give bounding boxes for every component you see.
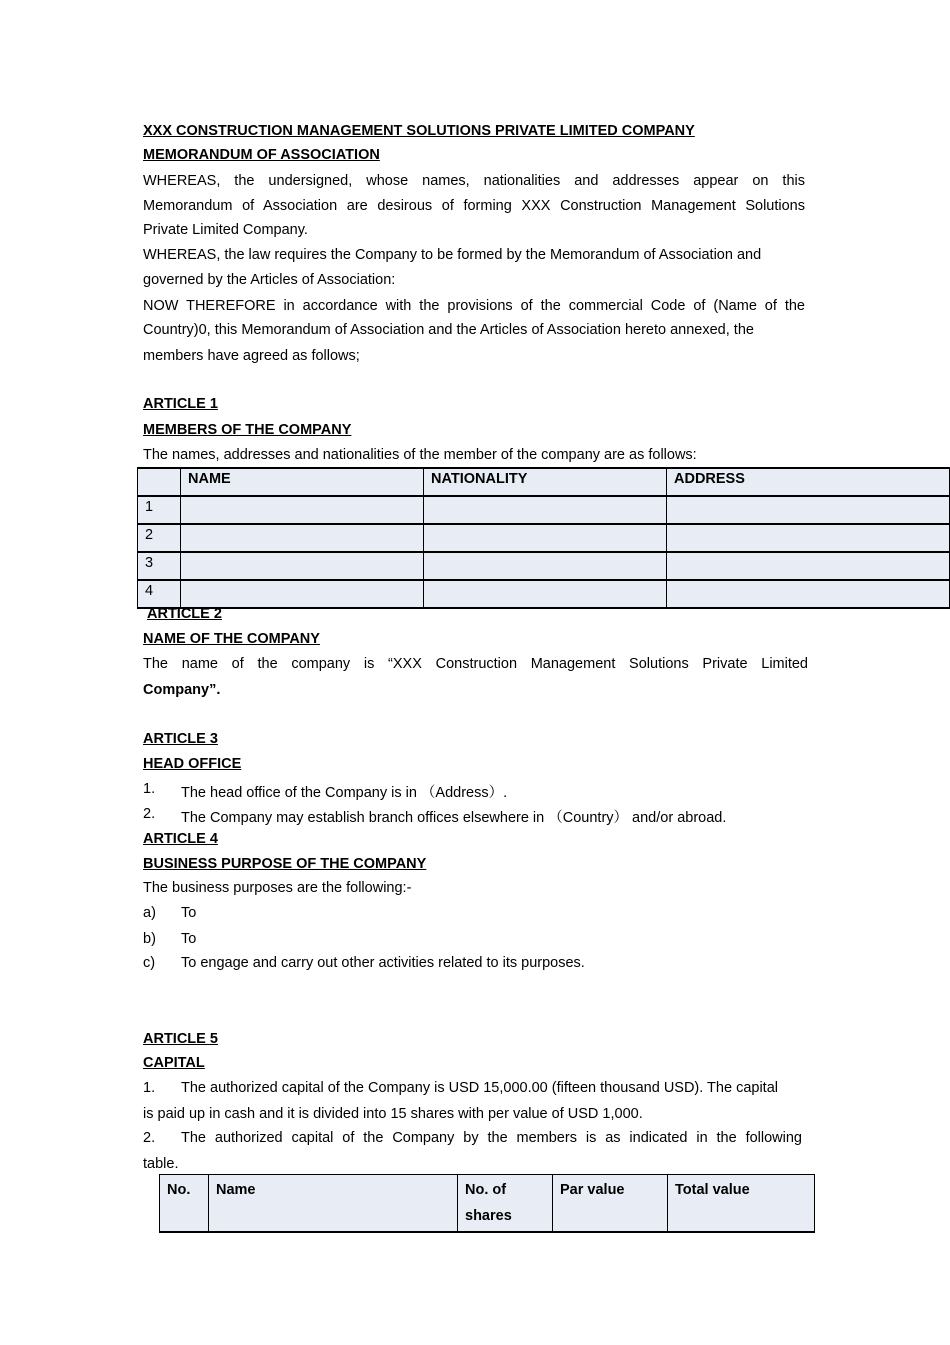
- intro-p1-line1: WHEREAS, the undersigned, whose names, nationalities and addresses appear on this: [143, 173, 805, 189]
- article5-item2-number: 2.: [143, 1130, 156, 1146]
- capital-col-par-value: Par value: [553, 1175, 668, 1233]
- article4-text: The business purposes are the following:-: [143, 880, 412, 896]
- capital-col-no: No.: [160, 1175, 209, 1233]
- capital-col-shares: No. of shares: [458, 1175, 553, 1233]
- article5-item1-line1: The authorized capital of the Company is USD 15,000.00 (fifteen thousand USD). The capital: [181, 1080, 778, 1096]
- article3-item1-number: 1.: [143, 781, 156, 797]
- address-cell: [667, 580, 950, 608]
- name-cell: [181, 496, 424, 524]
- capital-col-name: Name: [209, 1175, 458, 1233]
- members-col-address: ADDRESS: [667, 468, 950, 496]
- table-row: [138, 552, 950, 580]
- article4-item-b-number: b): [143, 931, 156, 947]
- article5-item2-line2: table.: [143, 1156, 179, 1172]
- name-cell: [181, 552, 424, 580]
- article4-item-c-text: To engage and carry out other activities related to its purposes.: [181, 955, 585, 971]
- article2-heading: ARTICLE 2: [147, 606, 222, 622]
- address-cell: [667, 524, 950, 552]
- members-col-number: [138, 468, 181, 496]
- article4-subheading: BUSINESS PURPOSE OF THE COMPANY: [143, 856, 427, 872]
- name-cell: [181, 580, 424, 608]
- intro-p1-line3: Private Limited Company.: [143, 222, 308, 238]
- article1-subheading: MEMBERS OF THE COMPANY: [143, 422, 352, 438]
- document-title: XXX CONSTRUCTION MANAGEMENT SOLUTIONS PRIVATE LIMITED COMPANY: [143, 123, 695, 139]
- members-table: [137, 467, 950, 609]
- row-number: 3: [138, 552, 181, 580]
- nationality-cell: [424, 580, 667, 608]
- capital-table: [159, 1174, 815, 1233]
- members-table-header: [138, 468, 950, 496]
- article5-item2-line1: The authorized capital of the Company by the members is as indicated in the following: [181, 1130, 802, 1146]
- article3-item2-number: 2.: [143, 806, 156, 822]
- table-row: [138, 524, 950, 552]
- nationality-cell: [424, 496, 667, 524]
- article2-subheading: NAME OF THE COMPANY: [143, 631, 320, 647]
- intro-p3-line1: NOW THEREFORE in accordance with the provisions of the commercial Code of (Name of the: [143, 298, 805, 314]
- article4-heading: ARTICLE 4: [143, 831, 218, 847]
- intro-p3-line2: Country)0, this Memorandum of Association and the Articles of Association hereto annexed, the: [143, 322, 754, 338]
- article1-text: The names, addresses and nationalities of the member of the company are as follows:: [143, 447, 697, 463]
- article3-subheading: HEAD OFFICE: [143, 756, 242, 772]
- intro-p2-line1: WHEREAS, the law requires the Company to be formed by the Memorandum of Association and: [143, 247, 762, 263]
- capital-col-total-value: Total value: [668, 1175, 815, 1233]
- members-col-name: NAME: [181, 468, 424, 496]
- intro-p2-line2: governed by the Articles of Association:: [143, 272, 396, 288]
- capital-table-header: [160, 1175, 815, 1233]
- nationality-cell: [424, 552, 667, 580]
- nationality-cell: [424, 524, 667, 552]
- members-col-nationality: NATIONALITY: [424, 468, 667, 496]
- article4-item-b-text: To: [181, 931, 197, 947]
- intro-p3-line3: members have agreed as follows;: [143, 348, 360, 364]
- article1-heading: ARTICLE 1: [143, 396, 218, 412]
- article2-text-line1: The name of the company is “XXX Construction Management Solutions Private Limited: [143, 656, 808, 672]
- intro-p1-line2: Memorandum of Association are desirous of forming XXX Construction Management Solutions: [143, 198, 805, 214]
- article2-text-line2: Company”.: [143, 682, 221, 698]
- row-number: 4: [138, 580, 181, 608]
- address-cell: [667, 552, 950, 580]
- row-number: 1: [138, 496, 181, 524]
- article4-item-c-number: c): [143, 955, 156, 971]
- document-subtitle: MEMORANDUM OF ASSOCIATION: [143, 147, 380, 163]
- article4-item-a-text: To: [181, 905, 197, 921]
- article4-item-a-number: a): [143, 905, 156, 921]
- article5-item1-number: 1.: [143, 1080, 156, 1096]
- table-row: [138, 580, 950, 608]
- article3-item1-text: The head office of the Company is in （Address）.: [181, 785, 508, 801]
- article5-subheading: CAPITAL: [143, 1055, 205, 1071]
- article5-heading: ARTICLE 5: [143, 1031, 218, 1047]
- address-cell: [667, 496, 950, 524]
- name-cell: [181, 524, 424, 552]
- article5-item1-line2: is paid up in cash and it is divided into 15 shares with per value of USD 1,000.: [143, 1106, 643, 1122]
- article3-item2-text: The Company may establish branch offices elsewhere in （Country） and/or abroad.: [181, 810, 727, 826]
- article3-heading: ARTICLE 3: [143, 731, 218, 747]
- table-row: [138, 496, 950, 524]
- row-number: 2: [138, 524, 181, 552]
